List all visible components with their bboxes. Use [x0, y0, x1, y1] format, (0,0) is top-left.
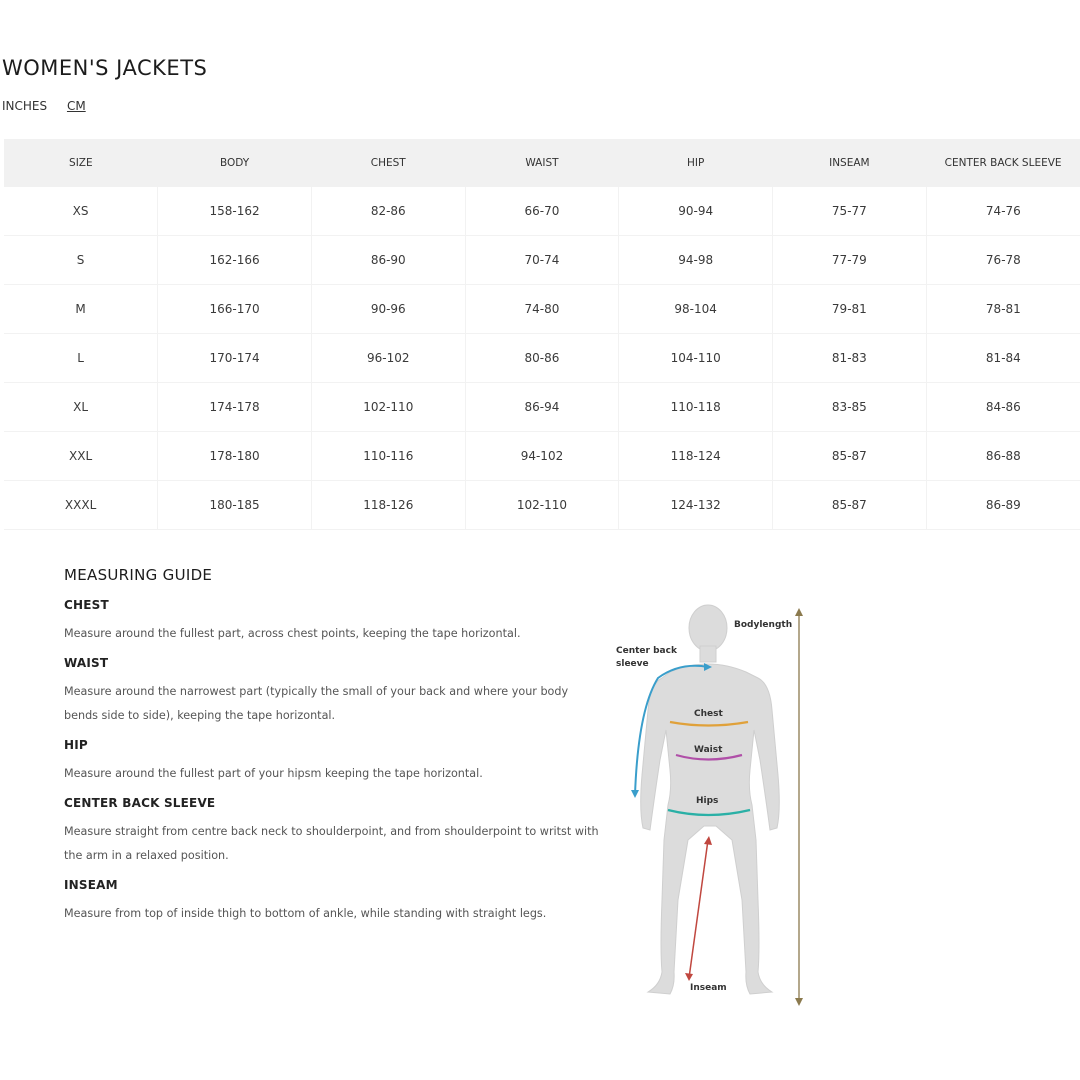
- measurement-cell: 102-110: [465, 481, 619, 530]
- size-cell: XS: [4, 187, 158, 236]
- measurement-cell: 170-174: [158, 334, 312, 383]
- measurement-cell: 82-86: [311, 187, 465, 236]
- measurement-cell: 70-74: [465, 236, 619, 285]
- bodylength-arrow-top: [795, 608, 803, 616]
- guide-item-hip: [64, 738, 604, 786]
- measurement-cell: 86-88: [926, 432, 1080, 481]
- measurement-cell: 98-104: [619, 285, 773, 334]
- guide-item-text: Measure around the fullest part of your hipsm keeping the tape horizontal.: [64, 767, 483, 780]
- inseam-arrow-bottom: [685, 973, 693, 981]
- header-waist: WAIST: [465, 139, 619, 187]
- measurement-cell: 84-86: [926, 383, 1080, 432]
- guide-title: MEASURING GUIDE: [64, 566, 213, 584]
- label-bodylength: Bodylength: [734, 620, 793, 630]
- header-inseam: INSEAM: [773, 139, 927, 187]
- measurement-cell: 86-90: [311, 236, 465, 285]
- guide-item-label: HIP: [64, 738, 88, 752]
- header-size: SIZE: [4, 139, 158, 187]
- measurement-cell: 104-110: [619, 334, 773, 383]
- measurement-cell: 86-94: [465, 383, 619, 432]
- guide-item-waist: [64, 656, 604, 728]
- sleeve-arrow-bottom: [631, 790, 639, 798]
- unit-inches-link[interactable]: INCHES: [2, 99, 48, 113]
- guide-item-label: INSEAM: [64, 878, 118, 892]
- label-center-back-2: sleeve: [616, 659, 649, 669]
- measurement-cell: 158-162: [158, 187, 312, 236]
- measurement-cell: 180-185: [158, 481, 312, 530]
- measurement-cell: 94-102: [465, 432, 619, 481]
- label-center-back-1: Center back: [616, 646, 677, 656]
- measurement-cell: 90-96: [311, 285, 465, 334]
- guide-item-text: Measure from top of inside thigh to bottom of ankle, while standing with straight legs.: [64, 907, 547, 920]
- guide-item-center-back-sleeve: [64, 796, 604, 868]
- measurement-cell: 83-85: [773, 383, 927, 432]
- table-row: [4, 334, 1080, 383]
- guide-item-text: Measure around the fullest part, across chest points, keeping the tape horizontal.: [64, 627, 521, 640]
- size-cell: M: [4, 285, 158, 334]
- table-row: [4, 481, 1080, 530]
- label-inseam: Inseam: [690, 983, 727, 993]
- size-cell: XXXL: [4, 481, 158, 530]
- measurement-figure: [600, 600, 820, 1010]
- bodylength-arrow-bottom: [795, 998, 803, 1006]
- page-title: WOMEN'S JACKETS: [2, 56, 208, 80]
- measurement-cell: 118-126: [311, 481, 465, 530]
- measurement-cell: 178-180: [158, 432, 312, 481]
- unit-switcher: [2, 99, 102, 113]
- header-body: BODY: [158, 139, 312, 187]
- table-row: [4, 187, 1080, 236]
- guide-item-text: Measure around the narrowest part (typically the small of your back and where your body bends side to side), keeping the tape horizontal.: [64, 685, 569, 722]
- guide-item-label: CENTER BACK SLEEVE: [64, 796, 216, 810]
- header-center-back-sleeve: CENTER BACK SLEEVE: [926, 139, 1080, 187]
- table-row: [4, 383, 1080, 432]
- size-table-body: [4, 187, 1080, 530]
- inseam-line: [689, 840, 708, 978]
- measurement-cell: 81-83: [773, 334, 927, 383]
- size-cell: L: [4, 334, 158, 383]
- guide-item-label: CHEST: [64, 598, 109, 612]
- measurement-cell: 74-80: [465, 285, 619, 334]
- measurement-cell: 86-89: [926, 481, 1080, 530]
- measurement-cell: 110-116: [311, 432, 465, 481]
- measurement-cell: 66-70: [465, 187, 619, 236]
- table-row: [4, 236, 1080, 285]
- label-waist: Waist: [694, 745, 723, 755]
- measurement-cell: 76-78: [926, 236, 1080, 285]
- unit-cm-link[interactable]: CM: [66, 99, 86, 113]
- measurement-cell: 102-110: [311, 383, 465, 432]
- measurement-cell: 77-79: [773, 236, 927, 285]
- size-cell: XL: [4, 383, 158, 432]
- measurement-cell: 81-84: [926, 334, 1080, 383]
- measuring-guide: [64, 566, 604, 936]
- header-hip: HIP: [619, 139, 773, 187]
- measurement-cell: 94-98: [619, 236, 773, 285]
- body-diagram: [600, 600, 820, 1010]
- table-row: [4, 285, 1080, 334]
- measurement-cell: 79-81: [773, 285, 927, 334]
- measurement-cell: 85-87: [773, 481, 927, 530]
- measurement-cell: 74-76: [926, 187, 1080, 236]
- measurement-cell: 162-166: [158, 236, 312, 285]
- guide-item-inseam: [64, 878, 604, 926]
- measurement-cell: 78-81: [926, 285, 1080, 334]
- guide-item-label: WAIST: [64, 656, 109, 670]
- guide-item-text: Measure straight from centre back neck to shoulderpoint, and from shoulderpoint to writst with the arm in a relaxed position.: [64, 825, 599, 862]
- measurement-cell: 85-87: [773, 432, 927, 481]
- size-table: [4, 139, 1080, 530]
- size-cell: S: [4, 236, 158, 285]
- table-row: [4, 432, 1080, 481]
- measurement-cell: 166-170: [158, 285, 312, 334]
- measurement-cell: 124-132: [619, 481, 773, 530]
- header-chest: CHEST: [311, 139, 465, 187]
- label-hips: Hips: [696, 796, 719, 806]
- measurement-cell: 110-118: [619, 383, 773, 432]
- size-table-header-row: [4, 139, 1080, 187]
- inseam-arrow-top: [704, 836, 712, 845]
- measurement-cell: 118-124: [619, 432, 773, 481]
- measurement-cell: 174-178: [158, 383, 312, 432]
- size-cell: XXL: [4, 432, 158, 481]
- measurement-cell: 80-86: [465, 334, 619, 383]
- guide-item-chest: [64, 598, 604, 646]
- measurement-cell: 75-77: [773, 187, 927, 236]
- measurement-cell: 90-94: [619, 187, 773, 236]
- label-chest: Chest: [694, 709, 723, 719]
- measurement-cell: 96-102: [311, 334, 465, 383]
